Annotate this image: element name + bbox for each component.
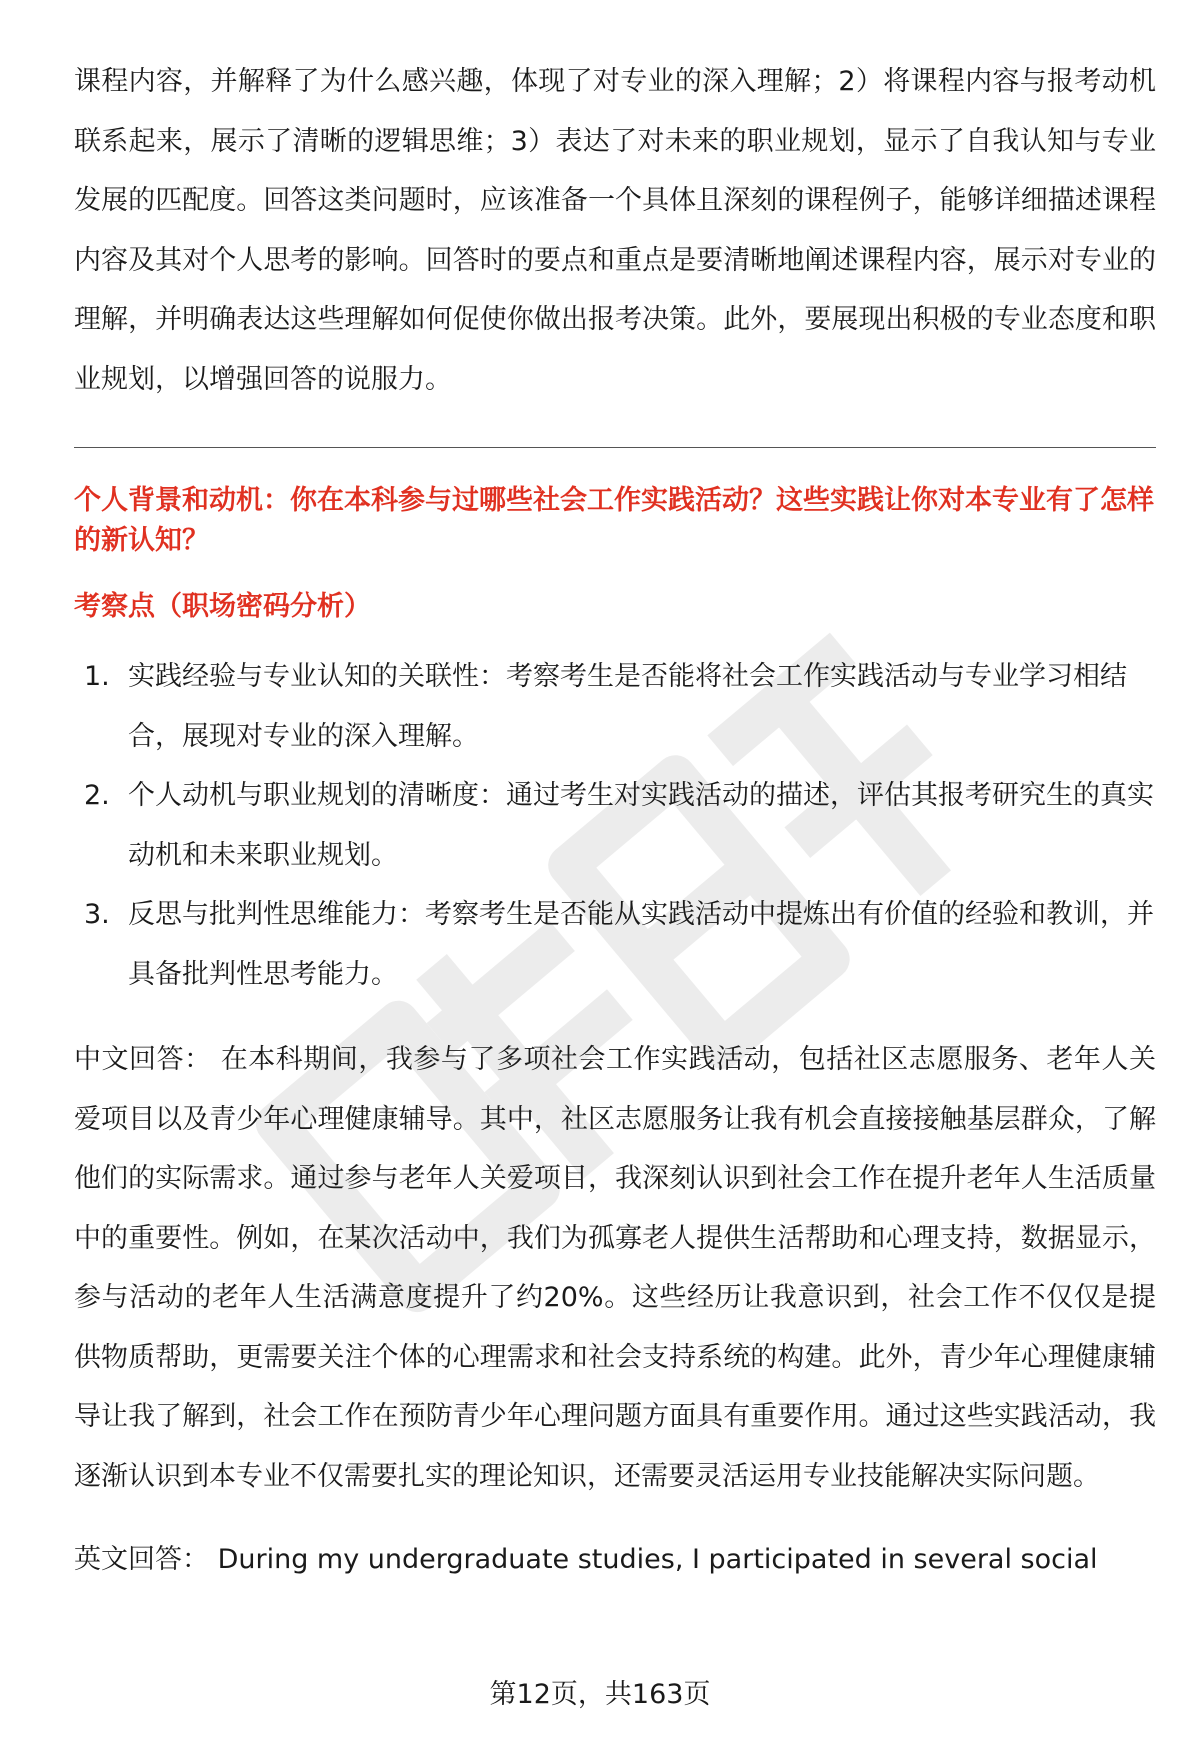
assessment-points-list xyxy=(74,647,1156,1004)
assessment-point-2 xyxy=(74,766,1156,885)
intro-paragraph: 课程内容，并解释了为什么感兴趣，体现了对专业的深入理解；2）将课程内容与报考动机联系起来，展示了清晰的逻辑思维；3）表达了对未来的职业规划，显示了自我认知与专业发展的匹配度。回答这类问题时，应该准备一个具体且深刻的课程例子，能够详细描述课程内容及其对个人思考的影响。回答时的要点和重点是要清晰地阐述课程内容，展示对专业的理解，并明确表达这些理解如何促使你做出报考决策。此外，要展现出积极的专业态度和职业规划，以增强回答的说服力。 xyxy=(74,66,1156,395)
assessment-point-1 xyxy=(74,647,1156,766)
point-number: 3. xyxy=(84,899,110,930)
assessment-point-3 xyxy=(74,885,1156,1004)
point-text: 反思与批判性思维能力：考察考生是否能从实践活动中提炼出有价值的经验和教训，并具备批判性思考能力。 xyxy=(128,899,1154,990)
assessment-subheading: 考察点（职场密码分析） xyxy=(74,591,371,622)
section-divider xyxy=(74,447,1156,448)
point-text: 个人动机与职业规划的清晰度：通过考生对实践活动的描述，评估其报考研究生的真实动机和未来职业规划。 xyxy=(128,780,1154,871)
question-heading: 个人背景和动机：你在本科参与过哪些社会工作实践活动？这些实践让你对本专业有了怎样的新认知？ xyxy=(74,485,1154,556)
english-answer: 英文回答： During my undergraduate studies, I participated in several social xyxy=(74,1544,1098,1575)
page-number-footer: 第12页，共163页 xyxy=(489,1679,711,1710)
point-number: 2. xyxy=(84,780,110,811)
document-page xyxy=(74,52,1156,1590)
chinese-answer: 中文回答： 在本科期间，我参与了多项社会工作实践活动，包括社区志愿服务、老年人关爱项目以及青少年心理健康辅导。其中，社区志愿服务让我有机会直接接触基层群众，了解他们的实际需求。通过参与老年人关爱项目，我深刻认识到社会工作在提升老年人生活质量中的重要性。例如，在某次活动中，我们为孤寡老人提供生活帮助和心理支持，数据显示，参与活动的老年人生活满意度提升了约20%。这些经历让我意识到，社会工作不仅仅是提供物质帮助，更需要关注个体的心理需求和社会支持系统的构建。此外，青少年心理健康辅导让我了解到，社会工作在预防青少年心理问题方面具有重要作用。通过这些实践活动，我逐渐认识到本专业不仅需要扎实的理论知识，还需要灵活运用专业技能解决实际问题。 xyxy=(74,1044,1156,1492)
point-number: 1. xyxy=(84,661,110,692)
point-text: 实践经验与专业认知的关联性：考察考生是否能将社会工作实践活动与专业学习相结合，展现对专业的深入理解。 xyxy=(128,661,1127,752)
